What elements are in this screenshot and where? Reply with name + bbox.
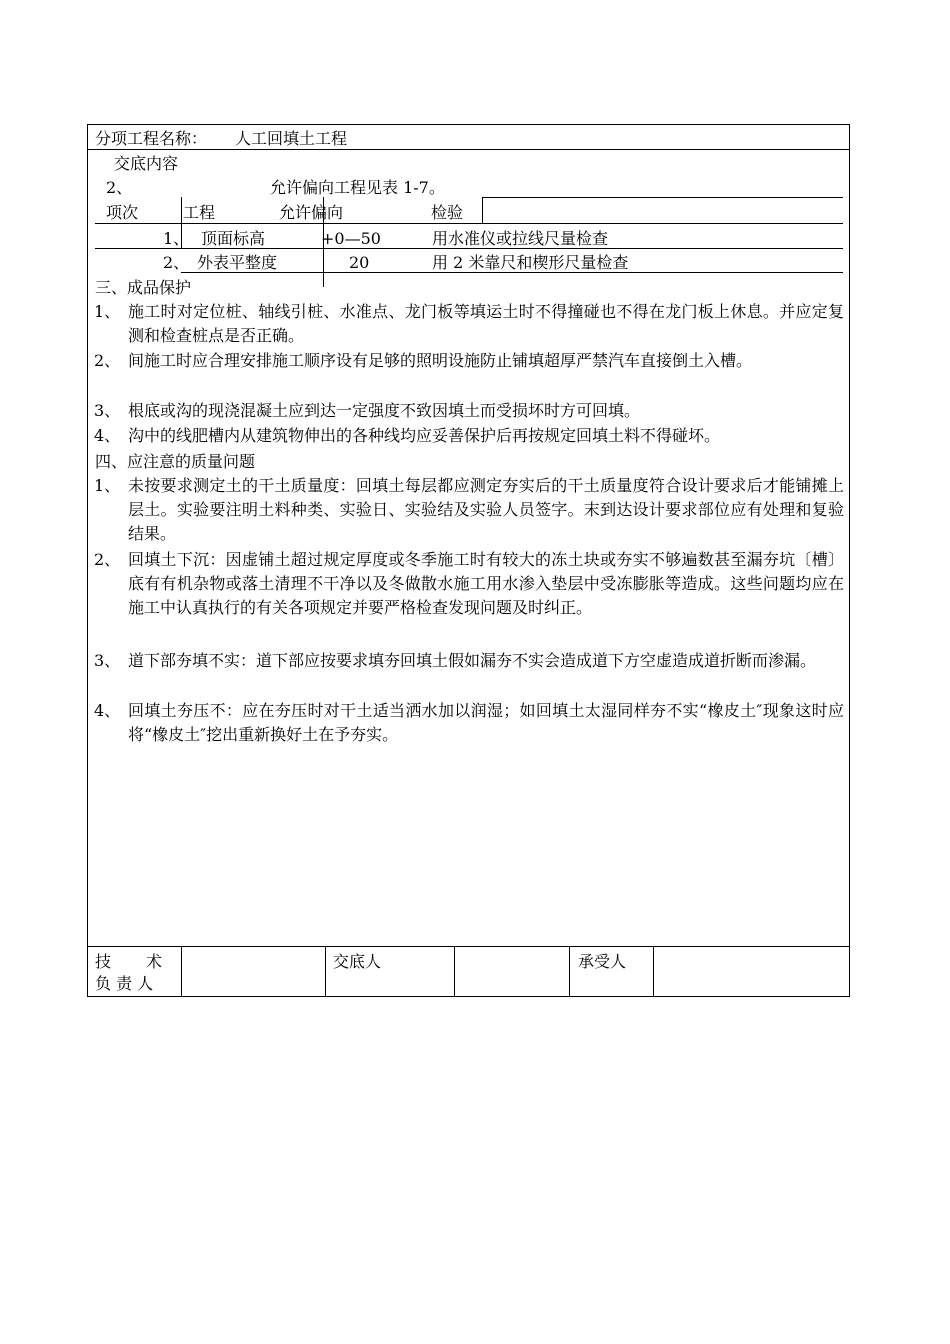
footer-col-rule-1 [181, 946, 182, 996]
item-number: 2、 [94, 550, 121, 569]
table-row1-rule [95, 248, 843, 249]
item-text: 回填土夯压不：应在夯压时对干土适当洒水加以润湿；如回填土太湿同样夯不实“橡皮土″现象这时应将“橡皮土″挖出重新换好土在予夯实。 [128, 701, 844, 744]
item-text: 间施工时应合理安排施工顺序设有足够的照明设施防止铺填超厚严禁汽车直接倒土入槽。 [128, 351, 753, 370]
section3-title: 三、成品保护 [95, 278, 192, 297]
item-text: 未按要求测定土的干土质量度：回填土每层都应测定夯实后的干土质量度符合设计要求后才能铺摊上层土。实验要注明土料种类、实验日、实验结及实验人员签字。末到达设计要求部位应有处理和复验结果。 [128, 476, 844, 543]
footer-col-rule-4 [569, 946, 570, 996]
item-number: 1、 [94, 302, 121, 321]
item-number: 3、 [94, 401, 121, 420]
item-label: 分项工程名称： [95, 129, 208, 148]
section4-item-3 [94, 649, 844, 673]
row1-method: 用水准仪或拉线尺量检查 [432, 229, 609, 248]
deviation-num: 2、 [106, 178, 133, 197]
section4-item-4 [94, 699, 844, 747]
section4-item-1 [94, 474, 844, 546]
table-header-rule [95, 223, 843, 224]
table-bottom-rule [181, 272, 843, 273]
section4-title: 四、应注意的质量问题 [95, 452, 256, 471]
item-number: 4、 [94, 701, 121, 720]
item-number: 3、 [94, 651, 121, 670]
item-number: 2、 [94, 351, 121, 370]
receiver-label: 承受人 [578, 952, 627, 971]
row1-no: 1、 [163, 229, 190, 248]
section3-item-4 [94, 424, 844, 448]
row1-item: 顶面标高 [201, 229, 266, 248]
section3-item-1 [94, 300, 844, 348]
col-header-method: 检验 [431, 203, 464, 222]
item-text: 施工时对定位桩、轴线引桩、水准点、龙门板等填运土时不得撞碰也不得在龙门板上休息。并应定复测和检查桩点是否正确。 [128, 302, 844, 345]
col-header-tolerance: 允许偏向 [279, 203, 344, 222]
item-number: 4、 [94, 426, 121, 445]
item-text: 根底或沟的现浇混凝土应到达一定强度不致因填土而受损坏时方可回填。 [128, 401, 641, 420]
table-header-divider [482, 197, 483, 223]
row1-tolerance: +0—50 [321, 229, 381, 248]
footer-divider [88, 946, 849, 947]
footer-col-rule-3 [454, 946, 455, 996]
item-text: 道下部夯填不实：道下部应按要求填夯回填土假如漏夯不实会造成道下方空虚造成道折断而渗漏。 [128, 651, 817, 670]
footer-col-rule-5 [653, 946, 654, 996]
table-top-rule [482, 197, 843, 198]
row2-no: 2、 [163, 253, 190, 272]
row2-tolerance: 20 [349, 253, 370, 272]
section3-item-3 [94, 399, 844, 423]
item-number: 1、 [94, 476, 121, 495]
tech-lead-label-line1: 技 术 [95, 952, 164, 971]
section4-item-2 [94, 548, 844, 620]
section-label: 交底内容 [114, 154, 179, 173]
item-text: 回填土下沉：因虚铺土超过规定厚度或冬季施工时有较大的冻土块或夯实不够遍数甚至漏夯坑〔槽〕底有有机杂物或落土清理不干净以及冬做散水施工用水渗入垫层中受冻膨胀等造成。这些问题均应在施工中认真执行的有关各项规定并要严格检查发现问题及时纠正。 [128, 550, 844, 617]
item-name: 人工回填土工程 [235, 129, 348, 148]
col-header-no: 项次 [106, 203, 139, 222]
col-header-item: 工程 [183, 203, 216, 222]
item-text: 沟中的线肥槽内从建筑物伸出的各种线均应妥善保护后再按规定回填土料不得碰坏。 [128, 426, 721, 445]
row2-item: 外表平整度 [197, 253, 278, 272]
tech-lead-label-line2: 负 责 人 [95, 974, 154, 993]
footer-col-rule-2 [325, 946, 326, 996]
section3-item-2 [94, 349, 844, 373]
row2-method: 用 2 米靠尺和楔形尺量检查 [432, 253, 629, 272]
header-divider [88, 149, 849, 150]
presenter-label: 交底人 [333, 952, 382, 971]
deviation-intro-text: 允许偏向工程见表 1-7。 [270, 178, 445, 197]
